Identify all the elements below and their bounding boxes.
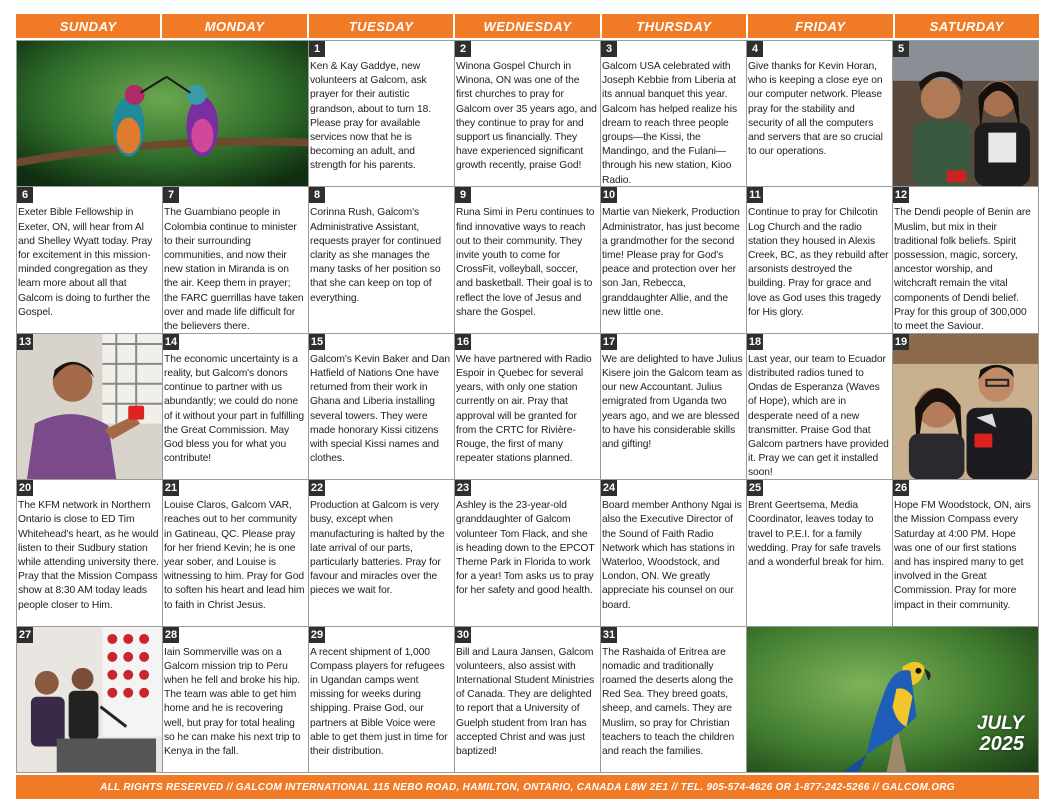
date-number: 2 xyxy=(455,41,471,57)
radio-studio-photo xyxy=(17,627,162,772)
day-entry-text: The economic uncertainty is a reality, but Galcom's donors continue to partner with us abundantly; we could do none of it without your part in fulfilling the Great Commission. May God bless you for what you contribute! xyxy=(164,353,304,465)
day-cell-1 xyxy=(309,41,454,186)
date-number: 28 xyxy=(164,628,178,641)
day-cell-9 xyxy=(455,187,600,332)
day-entry-text: Brent Geertsema, Media Coordinator, leaves today to travel to P.E.I. for a family wedding. Pray for safe travels and a wonderful break for him. xyxy=(748,500,885,568)
day-entry-text: Iain Sommerville was on a Galcom mission trip to Peru when he fell and broke his hip. The team was able to get him home and he is recovering well, but pray for total healing so he can make his next trip to Kenya in the fall. xyxy=(164,646,301,758)
day-header-thursday: THURSDAY xyxy=(602,14,746,38)
parrot-photo xyxy=(747,627,1038,772)
date-number: 30 xyxy=(456,628,470,641)
day-cell-16 xyxy=(455,334,600,479)
day-entry-text: Ashley is the 23-year-old granddaughter of Galcom volunteer Tom Flack, and she is heading down to the EPCOT Theme Park in Florida to work for a year! Tom asks us to pray for her safety and good health. xyxy=(456,500,595,597)
day-entry-text: Board member Anthony Ngai is also the Executive Director of the Sound of Faith Radio Network which has stations in Waterloo, Woodstock, and London, ON. We greatly appreciate his counsel on our board. xyxy=(602,500,742,611)
day-entry-text: Give thanks for Kevin Horan, who is keeping a close eye on our computer network. Please pray for the stability and security of all the computers and servers that are so crucial to our operations. xyxy=(748,61,883,158)
year: 2025 xyxy=(979,732,1024,755)
date-number: 20 xyxy=(18,482,32,495)
date-number: 6 xyxy=(17,187,33,203)
day-entry-text: A recent shipment of 1,000 Compass players for refugees in Ugandan camps went missing for weeks during shipping. Praise God, our partners at Bible Voice were able to get them just in time for their distribution. xyxy=(310,646,448,758)
day-cell-15 xyxy=(309,334,454,479)
day-entry-text: We have partnered with Radio Espoir in Quebec for several years, with only one station currently on air. Pray that approval will be granted for from the CRTC for Rivière-Rouge, the first of many repeater stations planned. xyxy=(456,353,592,465)
day-entry-text: Runa Simi in Peru continues to find innovative ways to reach out to their community. They invite youth to come for CrossFit, volleyball, soccer, and basketball. Their goal is to reflect the love of Jesus and share the Gospel. xyxy=(456,207,595,318)
weekday-header-row xyxy=(16,14,1039,38)
day-cell-25 xyxy=(747,480,892,625)
day-cell-4 xyxy=(747,41,892,186)
date-number: 29 xyxy=(310,628,324,641)
day-cell-20 xyxy=(17,480,162,625)
woman-with-radio-photo xyxy=(17,334,162,479)
day-header-friday: FRIDAY xyxy=(748,14,892,38)
day-header-monday: MONDAY xyxy=(162,14,306,38)
date-number: 7 xyxy=(163,187,179,203)
day-entry-text: Winona Gospel Church in Winona, ON was one of the first churches to pray for Galcom over 35 years ago, and they continue to pray for and support us financially. They have experienced significant growth recently, praise God! xyxy=(456,61,597,172)
month-name: JULY xyxy=(976,712,1024,734)
day-cell-19-photo xyxy=(893,334,1038,479)
day-entry-text: Production at Galcom is very busy, except when manufacturing is halted by the late arrival of our parts, particularly batteries. Pray for favour and miracles over the pieces we wait for. xyxy=(310,500,445,597)
date-number: 19 xyxy=(894,335,908,348)
date-number: 11 xyxy=(747,187,763,203)
day-cell-11 xyxy=(747,187,892,332)
day-cell-30 xyxy=(455,627,600,772)
two-people-photo xyxy=(893,334,1038,479)
date-number: 25 xyxy=(748,482,762,495)
day-cell-5-photo xyxy=(893,41,1038,186)
hummingbird-image xyxy=(17,41,308,186)
date-number: 21 xyxy=(164,482,178,495)
day-cell-28 xyxy=(163,627,308,772)
footer-contact-bar: ALL RIGHTS RESERVED // GALCOM INTERNATIONAL 115 NEBO ROAD, HAMILTON, ONTARIO, CANADA L8W 2E1 // TEL. 905-574-4626 OR 1-877-242-5266 // GALCOM.ORG xyxy=(16,775,1039,799)
two-women-photo xyxy=(893,41,1038,186)
day-entry-text: Galcom USA celebrated with Joseph Kebbie from Liberia at its annual banquet this year. Galcom has helped realize his dream to reach three people groups—the Kissi, the Mandingo, and the Fulani—through his new station, Kioo Radio. xyxy=(602,61,738,186)
day-entry-text: Last year, our team to Ecuador distributed radios tuned to Ondas de Esperanza (Waves of Hope), which are in desperate need of a new transmitter. Praise God that Galcom partners have provided it. Pray we can get it installed soon! xyxy=(748,353,889,479)
date-number: 24 xyxy=(602,482,616,495)
day-cell-7 xyxy=(163,187,308,332)
date-number: 14 xyxy=(164,335,178,348)
date-number: 3 xyxy=(601,41,617,57)
date-number: 15 xyxy=(310,335,324,348)
day-cell-12 xyxy=(893,187,1038,332)
day-cell-27-photo xyxy=(17,627,162,772)
day-cell-31 xyxy=(601,627,746,772)
day-cell-18 xyxy=(747,334,892,479)
day-cell-26 xyxy=(893,480,1038,625)
day-entry-text: The Rashaida of Eritrea are nomadic and traditionally roamed the deserts along the Red Sea. They breed goats, sheep, and camels. They are Muslim, so pray for Christian teachers to teach the children and reach the families. xyxy=(602,646,735,758)
day-entry-text: Louise Claros, Galcom VAR, reaches out to her community in Gatineau, QC. Please pray for her friend Kevin; he is one year sober, and Louise is witnessing to him. Pray for God to soften his heart and lead him to faith in Christ Jesus. xyxy=(164,500,305,611)
day-entry-text: Exeter Bible Fellowship in Exeter, ON, will hear from Al and Shelley Wyatt today. Pray for excitement in this mission-minded congregation as they learn more about all that Galcom is doing to further the Gospel. xyxy=(18,207,153,318)
date-number: 31 xyxy=(602,628,616,641)
date-number: 5 xyxy=(893,41,909,57)
day-cell-6 xyxy=(17,187,162,332)
day-header-sunday: SUNDAY xyxy=(16,14,160,38)
day-cell-17 xyxy=(601,334,746,479)
day-cell-13-photo xyxy=(17,334,162,479)
day-cell-29 xyxy=(309,627,454,772)
day-entry-text: Corinna Rush, Galcom's Administrative Assistant, requests prayer for continued clarity as she manages the many tasks of her position so that she can keep on top of everything. xyxy=(310,207,442,304)
day-entry-text: The Dendi people of Benin are Muslim, but mix in their traditional folk beliefs. Spirit possession, magic, sorcery, ancestor worship, and witchcraft remain the vital components of Dendi belief. Pray for this group of 300,000 to meet the Saviour. xyxy=(894,207,1031,333)
calendar-grid xyxy=(16,40,1039,773)
day-entry-text: Martie van Niekerk, Production Administrator, has just become a grandmother for the second time! Please pray for God's peace and protection over her son Jan, Rebecca, granddaughter Allie, and the new little one. xyxy=(602,207,740,318)
hummingbird-photo xyxy=(17,41,308,186)
day-header-tuesday: TUESDAY xyxy=(309,14,453,38)
day-cell-24 xyxy=(601,480,746,625)
date-number: 22 xyxy=(310,482,324,495)
date-number: 23 xyxy=(456,482,470,495)
day-entry-text: Galcom's Kevin Baker and Dan Hatfield of Nations One have returned from their work in Ghana and Liberia installing several towers. They were made honorary Kissi citizens with special Kissi names and clothes. xyxy=(310,353,450,465)
date-number: 27 xyxy=(18,628,32,641)
date-number: 8 xyxy=(309,187,325,203)
day-entry-text: Continue to pray for Chilcotin Log Church and the radio station they housed in Alexis Creek, BC, as they rebuild after arsonists destroyed the building. Pray for grace and love as God uses this tragedy for His glory. xyxy=(748,207,889,318)
date-number: 18 xyxy=(748,335,762,348)
day-cell-2 xyxy=(455,41,600,186)
day-entry-text: We are delighted to have Julius Kisere join the Galcom team as our new Accountant. Julius emigrated from Uganda two years ago, and we are blessed to have his considerable skills and gifting! xyxy=(602,353,743,451)
day-cell-3 xyxy=(601,41,746,186)
day-entry-text: The KFM network in Northern Ontario is close to ED Tim Whitehead's heart, as he would listen to their Sudbury station while attending university there. Pray that the Mission Compass show at 8:30 AM today leads people closer to Him. xyxy=(18,500,159,611)
date-number: 16 xyxy=(456,335,470,348)
day-cell-23 xyxy=(455,480,600,625)
day-cell-22 xyxy=(309,480,454,625)
day-entry-text: The Guambiano people in Colombia continue to minister to their surrounding communities, and now their new station in Miranda is on the air. Keep them in prayer; the FARC guerrillas have taken over and made life difficult for the believers there. xyxy=(164,207,304,333)
day-cell-10 xyxy=(601,187,746,332)
date-number: 4 xyxy=(747,41,763,57)
day-cell-8 xyxy=(309,187,454,332)
date-number: 9 xyxy=(455,187,471,203)
date-number: 26 xyxy=(894,482,908,495)
day-entry-text: Hope FM Woodstock, ON, airs the Mission Compass every Saturday at 4:00 PM. Hope was one of our first stations and has inspired many to get involved in the Great Commission. Pray for more impact in their community. xyxy=(894,500,1031,611)
date-number: 12 xyxy=(894,189,908,202)
date-number: 10 xyxy=(602,189,616,202)
date-number: 17 xyxy=(602,335,616,348)
day-cell-14 xyxy=(163,334,308,479)
day-entry-text: Ken & Kay Gaddye, new volunteers at Galcom, ask prayer for their autistic grandson, about to turn 18. Please pray for available services now that he is becoming an adult, and strength for his parents. xyxy=(310,61,431,172)
date-number: 1 xyxy=(309,41,325,57)
day-cell-21 xyxy=(163,480,308,625)
day-header-wednesday: WEDNESDAY xyxy=(455,14,599,38)
date-number: 13 xyxy=(18,335,32,348)
month-year-label xyxy=(977,714,1024,754)
day-entry-text: Bill and Laura Jansen, Galcom volunteers, also assist with International Student Ministries of Canada. They are delighted to report that a University of Guelph student from Iran has accepted Christ and was just baptized! xyxy=(456,646,595,758)
day-header-saturday: SATURDAY xyxy=(895,14,1039,38)
